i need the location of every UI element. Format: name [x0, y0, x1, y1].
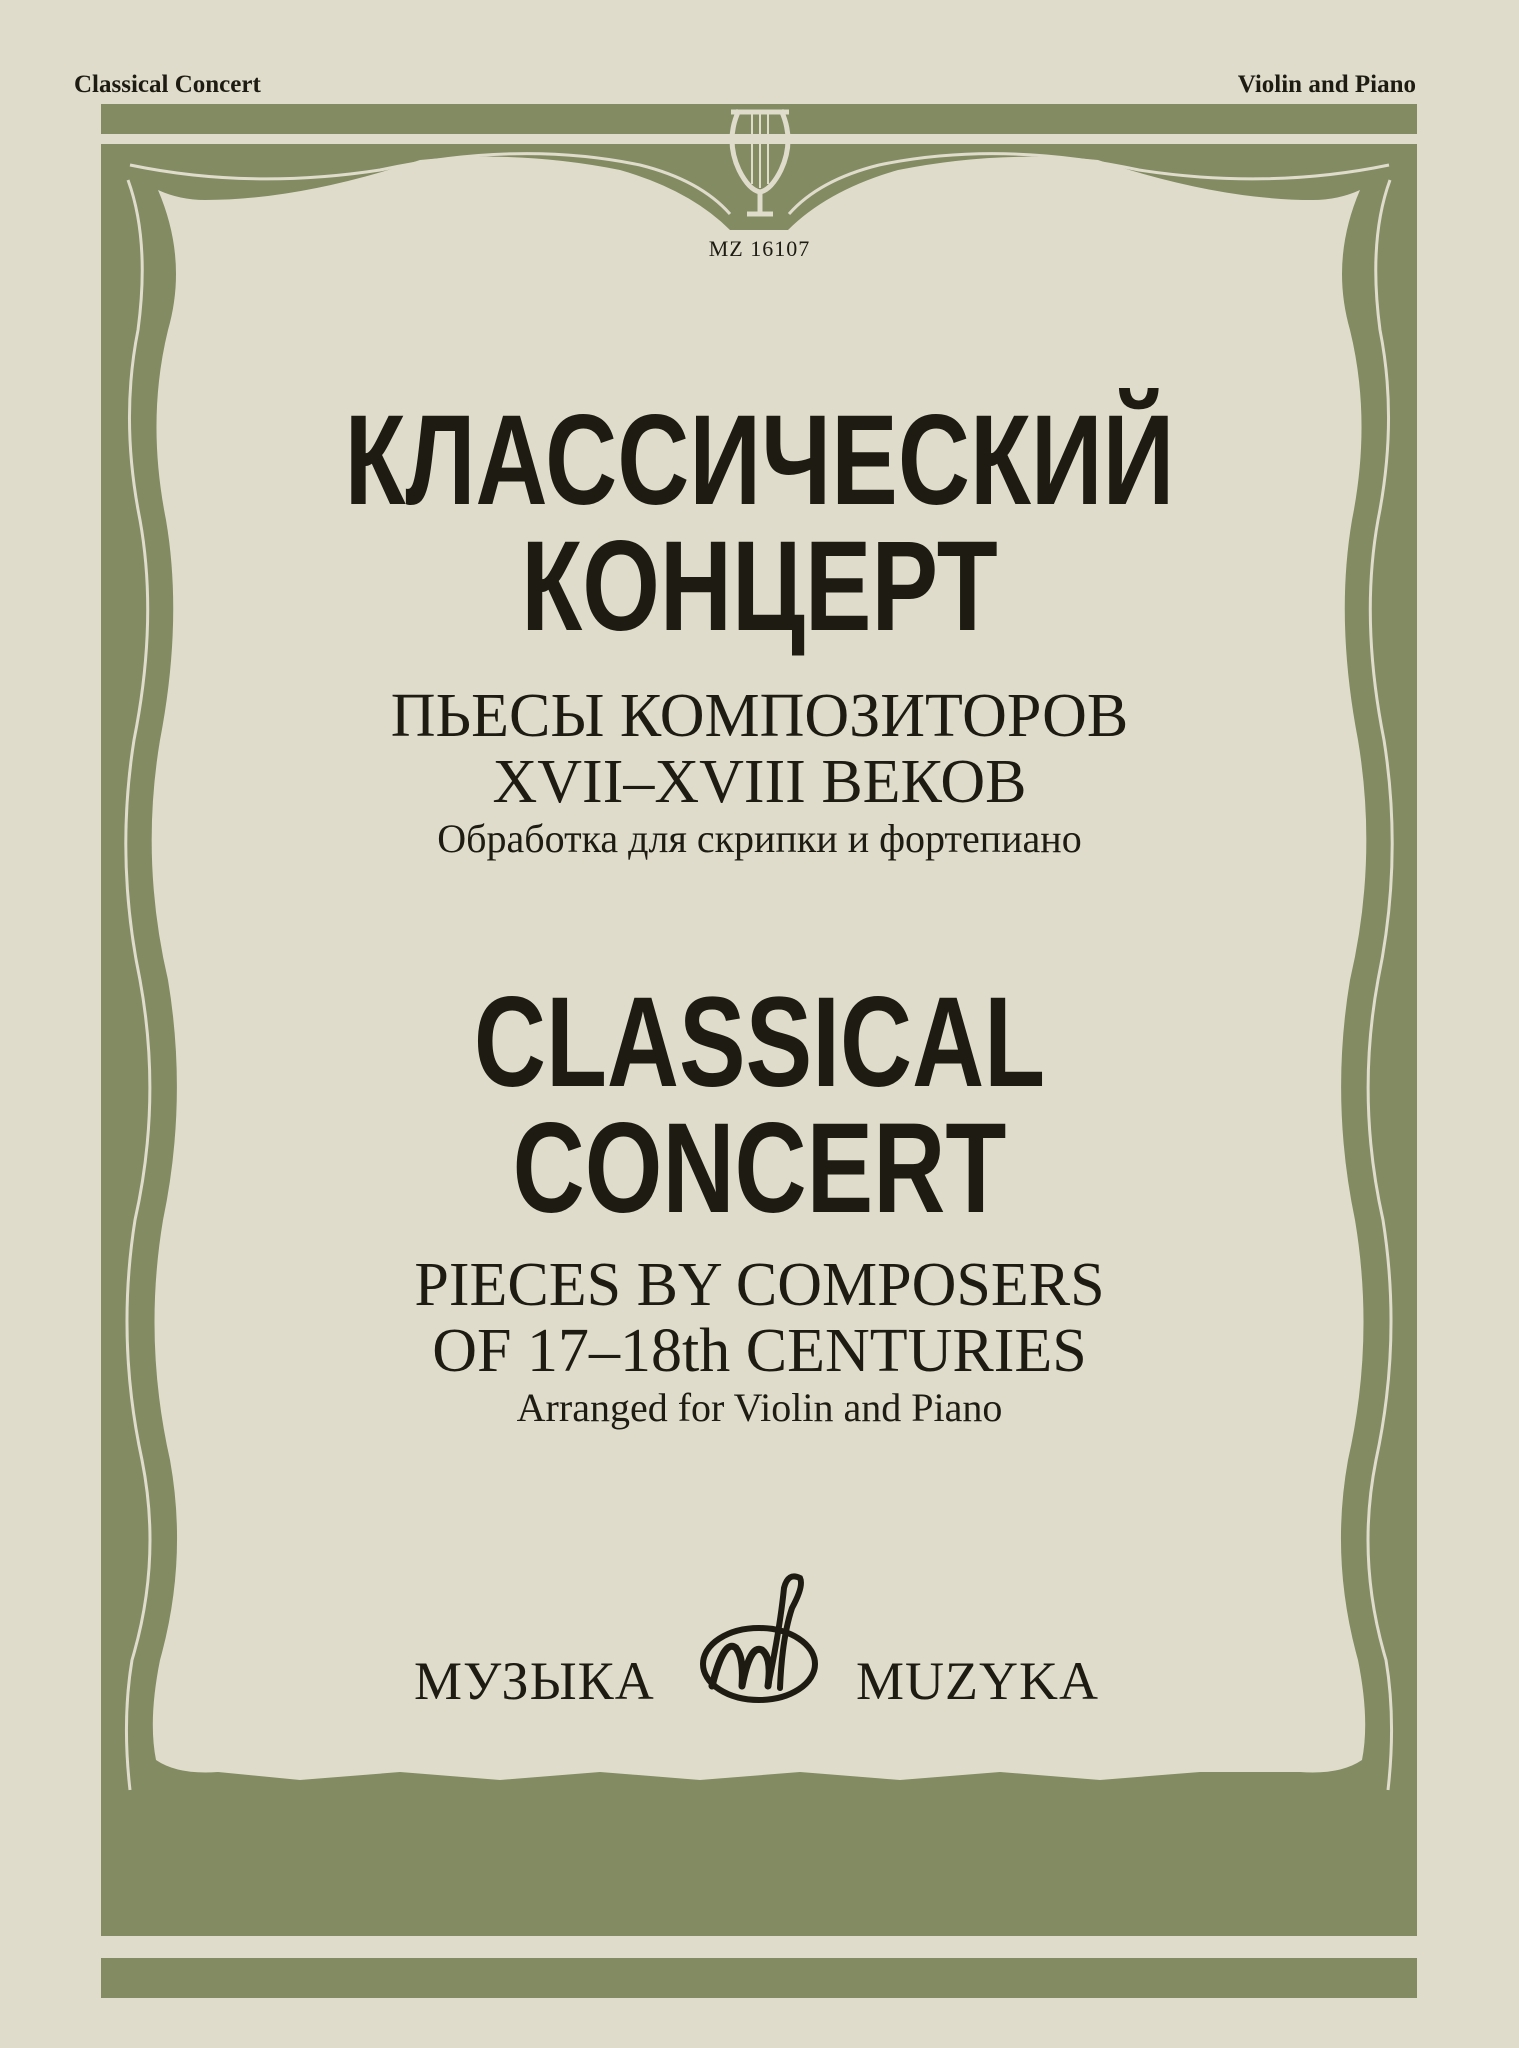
publisher-name-ru: МУЗЫКА — [414, 1651, 655, 1711]
russian-subtitle — [0, 683, 1519, 863]
russian-title-line1: КЛАССИЧЕСКИЙ — [344, 389, 1175, 532]
english-subtitle-line2: OF 17–18th CENTURIES — [432, 1317, 1087, 1385]
russian-title — [0, 389, 1519, 658]
english-title-line2: CONCERT — [512, 1097, 1007, 1240]
russian-subtitle-line1: ПЬЕСЫ КОМПОЗИТОРОВ — [390, 682, 1129, 750]
lyre-icon — [719, 100, 801, 230]
english-subtitle-line1: PIECES BY COMPOSERS — [414, 1251, 1105, 1319]
bottom-band — [101, 1922, 1417, 1936]
russian-arranged-note: Обработка для скрипки и фортепиано — [437, 816, 1082, 861]
publisher-name-en: MUZYKA — [856, 1651, 1099, 1711]
english-title-line1: CLASSICAL — [473, 971, 1046, 1114]
catalog-number: MZ 16107 — [708, 236, 811, 261]
publisher-logo-icon — [684, 1568, 834, 1708]
english-title — [0, 971, 1519, 1240]
header-instrumentation: Violin and Piano — [1237, 71, 1416, 98]
bottom-band-thick — [101, 1958, 1417, 1998]
english-arranged-note: Arranged for Violin and Piano — [516, 1385, 1003, 1430]
english-subtitle — [0, 1252, 1519, 1432]
russian-subtitle-line2: XVII–XVIII ВЕКОВ — [492, 748, 1027, 816]
header-series-title: Classical Concert — [74, 71, 261, 98]
russian-title-line2: КОНЦЕРТ — [521, 515, 998, 658]
